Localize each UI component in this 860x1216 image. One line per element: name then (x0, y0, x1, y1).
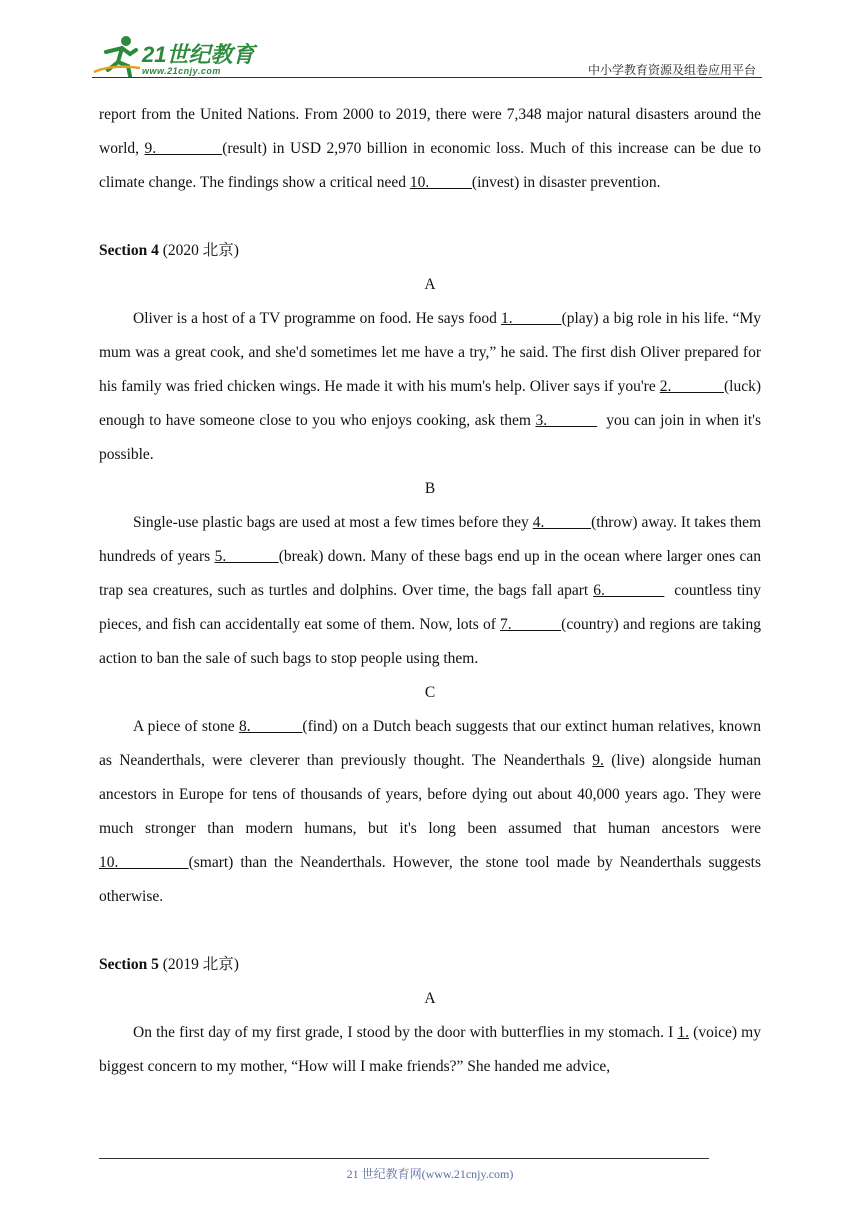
footer-divider (99, 1158, 709, 1159)
blank-1[interactable]: 1. (500, 310, 562, 327)
logo (92, 34, 262, 78)
blank-3[interactable]: 3. (535, 412, 598, 429)
passage-a: On the first day of my first grade, I stood by the door with butterflies in my stomach. I 1. (voice) my biggest concern to my mother, “How will I make friends?” She handed me advice, (99, 1024, 761, 1075)
header-divider (92, 77, 762, 78)
runner-logo-icon (92, 34, 144, 78)
blank-10[interactable]: 10. (99, 854, 189, 871)
blank-6[interactable]: 6. (593, 582, 665, 599)
passage-label-b: B (424, 480, 436, 497)
blank-8[interactable]: 8. (238, 718, 303, 735)
blank-1[interactable]: 1. (677, 1024, 690, 1041)
blank-7[interactable]: 7. (500, 616, 562, 633)
passage-a: Oliver is a host of a TV programme on food. He says food 1. (play) a big role in his life. “My mum was a great cook, and she'd sometimes let me have a try,” he said. The first dish Oliver prepared for his family was fried chicken wings. He made it with his mum's help. Oliver says if you're 2. (luck) enough to have someone close to you who enjoys cooking, ask them 3. you can join in when it's possible. (99, 310, 765, 463)
section-4-heading: Section 4 (2020 北京) (99, 242, 239, 259)
footer-text[interactable]: 21 世纪教育网(www.21cnjy.com) (346, 1167, 514, 1181)
logo-text: 21世纪教育 (142, 42, 255, 67)
document-body (99, 98, 765, 1084)
blank-2[interactable]: 2. (659, 378, 724, 395)
blank-10[interactable]: 10. (409, 174, 472, 191)
blank-5[interactable]: 5. (214, 548, 279, 565)
header-platform-text: 中小学教育资源及组卷应用平台 (587, 63, 756, 77)
logo-url: www.21cnjy.com (142, 66, 221, 76)
blank-9[interactable]: 9. (144, 140, 223, 157)
passage-b: Single-use plastic bags are used at most a few times before they 4. (throw) away. It takes them hundreds of years 5. (break) down. Many of these bags end up in the ocean where larger ones can trap sea creatures, such as turtles and dolphins. Over time, the bags fall apart 6. countless tiny pieces, and fish can accidentally eat some of them. Now, lots of 7. (country) and regions are taking action to ban the sale of such bags to stop people using them. (99, 514, 765, 667)
intro-paragraph: report from the United Nations. From 2000 to 2019, there were 7,348 major natural disasters around the world, 9. (result) in USD 2,970 billion in economic loss. Much of this increase can be due to climate change. The findings show a critical need 10. (invest) in disaster prevention. (99, 106, 761, 191)
section-5-heading: Section 5 (2019 北京) (99, 956, 239, 973)
page-header (92, 28, 762, 76)
passage-label-a: A (424, 990, 436, 1007)
passage-label-c: C (424, 684, 436, 701)
passage-c: A piece of stone 8. (find) on a Dutch beach suggests that our extinct human relatives, known as Neanderthals, were cleverer than previously thought. The Neanderthals 9. (live) alongside human ancestors in Europe for tens of thousands of years, before dying out about 40,000 years ago. They were much stronger than modern humans, but it's long been assumed that human ancestors were 10. (smart) than the Neanderthals. However, the stone tool made by Neanderthals suggests otherwise. (99, 718, 762, 905)
passage-label-a: A (424, 276, 436, 293)
blank-4[interactable]: 4. (532, 514, 592, 531)
blank-9[interactable]: 9. (592, 752, 604, 769)
